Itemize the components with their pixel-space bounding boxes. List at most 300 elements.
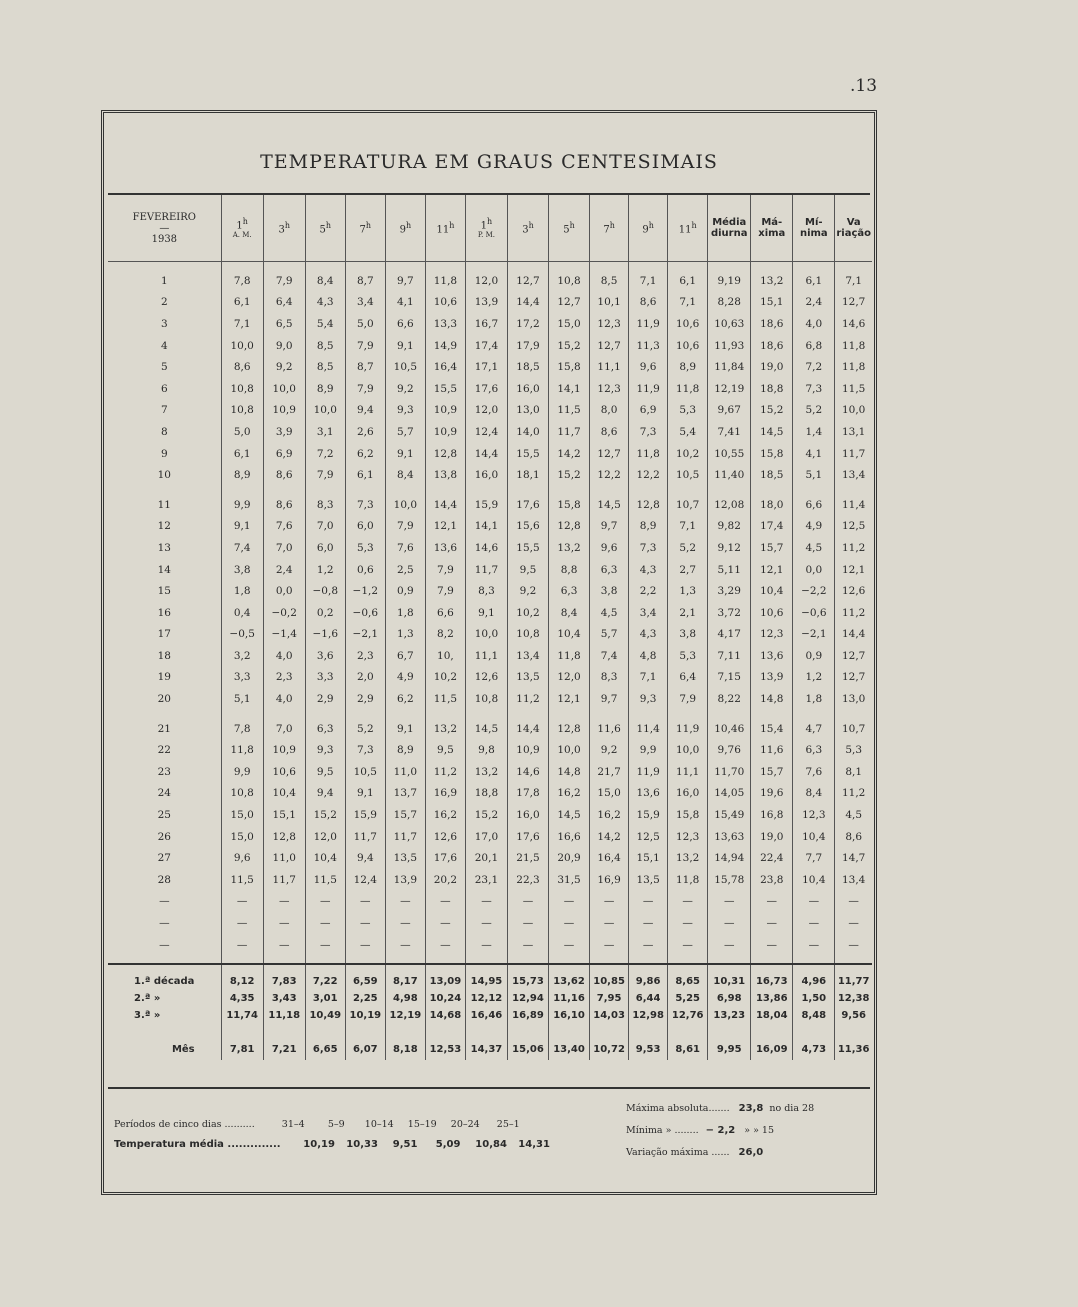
hour-suffix: h	[284, 220, 290, 230]
cell-value: −2,1	[345, 624, 385, 646]
cell-value: 11,93	[708, 335, 751, 357]
cell-value: 7,3	[345, 494, 385, 516]
row-label: 23	[157, 765, 171, 778]
cell-value: 10,9	[425, 421, 465, 443]
cell-value: 11,8	[425, 270, 465, 292]
cell-value: 11,7	[263, 869, 305, 891]
cell-value: 12,8	[549, 516, 590, 538]
spacer-cell	[465, 1024, 507, 1038]
header-hour-4	[345, 195, 385, 262]
cell-value: 7,7	[793, 847, 835, 869]
cell-value: 14,7	[835, 847, 872, 869]
cell-value: 15,7	[751, 761, 793, 783]
cell-value: 11,6	[751, 739, 793, 761]
cell-value: 14,6	[835, 313, 872, 335]
cell-value: 13,3	[425, 313, 465, 335]
hour-suffix: h	[528, 220, 534, 230]
cell-value: 5,3	[668, 400, 708, 422]
spacer-cell	[263, 262, 305, 271]
period-temperature: 5,09	[435, 1139, 461, 1150]
spacer-cell	[465, 486, 507, 494]
cell-value: —	[793, 934, 835, 956]
cell-value: 16,9	[425, 783, 465, 805]
cell-value: −2,1	[793, 624, 835, 646]
cell-value: 8,9	[221, 464, 263, 486]
cell-value: 11,84	[708, 356, 751, 378]
cell-value: —	[549, 891, 590, 913]
cell-value: 11,9	[629, 378, 668, 400]
spacer-cell	[425, 955, 465, 964]
cell-value: 18,8	[465, 783, 507, 805]
cell-value: —	[385, 912, 425, 934]
cell-value: 9,1	[465, 602, 507, 624]
hour-number: 1	[480, 220, 488, 232]
cell-value: 4,9	[793, 516, 835, 538]
cell-value: 9,6	[221, 847, 263, 869]
cell-value: 15,9	[345, 804, 385, 826]
spacer-cell	[507, 1024, 548, 1038]
cell-value: 15,49	[708, 804, 751, 826]
cell-value: 9,1	[221, 516, 263, 538]
cell-value: 17,6	[465, 378, 507, 400]
cell-value: 10,46	[708, 718, 751, 740]
cell-value: 11,7	[835, 443, 872, 465]
cell-value: 6,65	[305, 1038, 345, 1060]
cell-value: 12,4	[465, 421, 507, 443]
row-label: 11	[157, 498, 171, 511]
spacer-cell	[668, 486, 708, 494]
spacer-cell	[835, 486, 872, 494]
cell-value: 7,9	[425, 559, 465, 581]
hour-number: 9	[642, 224, 649, 236]
cell-value: 6,07	[345, 1038, 385, 1060]
cell-value: 9,4	[305, 783, 345, 805]
table-body	[108, 262, 872, 1061]
period-temperature: 9,51	[392, 1139, 418, 1150]
cell-value: 10,19	[345, 1007, 385, 1024]
spacer-cell	[549, 955, 590, 964]
var-label: Variação máxima ......	[626, 1147, 730, 1158]
cell-value: 14,6	[507, 761, 548, 783]
cell-value: 11,5	[835, 378, 872, 400]
cell-value: 8,1	[835, 761, 872, 783]
hour-number: 5	[319, 224, 326, 236]
cell-value: 8,3	[590, 667, 629, 689]
cell-value: 11,5	[305, 869, 345, 891]
cell-value: 4,1	[385, 292, 425, 314]
spacer-cell	[751, 262, 793, 271]
var-row	[626, 1147, 763, 1158]
cell-value: 2,3	[263, 667, 305, 689]
cell-value: 7,0	[263, 537, 305, 559]
cell-value: 14,94	[708, 847, 751, 869]
cell-value: 11,2	[507, 688, 548, 710]
cell-value: 7,9	[345, 335, 385, 357]
table-row	[108, 718, 872, 740]
cell-value: 17,1	[465, 356, 507, 378]
cell-value: 6,9	[263, 443, 305, 465]
row-label: 14	[157, 563, 171, 576]
cell-value: 14,8	[549, 761, 590, 783]
spacer-cell	[305, 262, 345, 271]
spacer-cell	[108, 710, 221, 718]
cell-value: 8,6	[263, 494, 305, 516]
header-hour-5	[385, 195, 425, 262]
cell-value: 8,4	[305, 270, 345, 292]
cell-value: 4,0	[263, 688, 305, 710]
cell-value: 18,0	[751, 494, 793, 516]
cell-value: −0,2	[263, 602, 305, 624]
spacer-cell	[345, 486, 385, 494]
row-label: —	[159, 895, 170, 908]
cell-value: —	[751, 891, 793, 913]
cell-value: 6,3	[793, 739, 835, 761]
cell-value: 14,2	[590, 826, 629, 848]
cell-value: 9,2	[263, 356, 305, 378]
cell-value: 16,0	[507, 378, 548, 400]
cell-value: 19,0	[751, 826, 793, 848]
spacer-cell	[590, 710, 629, 718]
cell-value: —	[465, 891, 507, 913]
cell-value: 12,0	[465, 270, 507, 292]
header-hour-10	[590, 195, 629, 262]
cell-value: 14,4	[507, 718, 548, 740]
cell-value: 13,4	[507, 645, 548, 667]
cell-value: 11,8	[221, 739, 263, 761]
spacer-cell	[751, 486, 793, 494]
header-month	[108, 195, 221, 262]
cell-value: 10,0	[305, 400, 345, 422]
page-number: .13	[850, 76, 878, 96]
cell-value: 14,5	[590, 494, 629, 516]
cell-value: —	[708, 934, 751, 956]
cell-value: 10,72	[590, 1038, 629, 1060]
table-row	[108, 443, 872, 465]
cell-value: 7,15	[708, 667, 751, 689]
spacer-cell	[221, 1024, 263, 1038]
cell-value: 9,86	[629, 964, 668, 990]
cell-value: 12,1	[549, 688, 590, 710]
row-label: 6	[160, 382, 168, 395]
spacer-cell	[108, 262, 221, 271]
cell-value: —	[590, 891, 629, 913]
cell-value: 9,1	[385, 718, 425, 740]
cell-value: —	[835, 891, 872, 913]
cell-value: 17,4	[751, 516, 793, 538]
cell-value: 15,6	[507, 516, 548, 538]
cell-value: 12,1	[425, 516, 465, 538]
table-row	[108, 559, 872, 581]
cell-value: 15,78	[708, 869, 751, 891]
cell-value: —	[221, 912, 263, 934]
cell-value: 2,0	[345, 667, 385, 689]
cell-value: 8,9	[305, 378, 345, 400]
cell-value: 10,55	[708, 443, 751, 465]
stat-label: diurna	[710, 228, 748, 239]
hour-number: 11	[436, 224, 450, 236]
spacer-cell	[835, 262, 872, 271]
cell-value: 0,9	[793, 645, 835, 667]
cell-value: 12,0	[305, 826, 345, 848]
cell-value: 12,5	[629, 826, 668, 848]
cell-value: 7,0	[305, 516, 345, 538]
cell-value: 12,3	[668, 826, 708, 848]
cell-value: 11,4	[629, 718, 668, 740]
cell-value: 15,2	[465, 804, 507, 826]
cell-value: 11,2	[425, 761, 465, 783]
spacer-cell	[385, 262, 425, 271]
cell-value: 6,2	[345, 443, 385, 465]
cell-value: 12,6	[425, 826, 465, 848]
spacer-cell	[465, 955, 507, 964]
cell-value: 2,4	[263, 559, 305, 581]
cell-value: 12,7	[835, 292, 872, 314]
hour-number: 9	[399, 224, 406, 236]
cell-value: 3,3	[305, 667, 345, 689]
title-box	[108, 117, 870, 195]
cell-value: 11,5	[549, 400, 590, 422]
cell-value: 10,6	[668, 335, 708, 357]
spacer-cell	[708, 710, 751, 718]
cell-value: 12,98	[629, 1007, 668, 1024]
cell-value: 12,6	[465, 667, 507, 689]
hour-suffix: h	[648, 220, 654, 230]
cell-value: 15,0	[221, 826, 263, 848]
stat-label: Má-	[761, 217, 783, 228]
spacer-cell	[668, 710, 708, 718]
cell-value: 9,4	[345, 400, 385, 422]
cell-value: 11,2	[835, 602, 872, 624]
cell-value: 10,5	[668, 464, 708, 486]
table-row	[108, 739, 872, 761]
cell-value: 10,8	[549, 270, 590, 292]
header-hour-1	[221, 195, 263, 262]
cell-value: —	[629, 891, 668, 913]
cell-value: 6,6	[793, 494, 835, 516]
cell-value: 16,0	[507, 804, 548, 826]
cell-value: 14,37	[465, 1038, 507, 1060]
cell-value: 10,4	[793, 869, 835, 891]
spacer-cell	[751, 1024, 793, 1038]
cell-value: 7,9	[263, 270, 305, 292]
cell-value: 10,1	[590, 292, 629, 314]
cell-value: 12,0	[465, 400, 507, 422]
min-label: Mínima » ........	[626, 1125, 699, 1136]
cell-value: 11,9	[668, 718, 708, 740]
cell-value: 10,24	[425, 990, 465, 1007]
spacer-cell	[108, 486, 221, 494]
cell-value: 13,40	[549, 1038, 590, 1060]
cell-value: —	[751, 934, 793, 956]
row-label: —	[159, 917, 170, 930]
cell-value: 10,0	[385, 494, 425, 516]
cell-value: 11,7	[345, 826, 385, 848]
cell-value: 13,5	[507, 667, 548, 689]
max-label: Máxima absoluta.......	[626, 1103, 730, 1114]
period-range: 25–1	[496, 1119, 520, 1130]
spacer-cell	[305, 1024, 345, 1038]
cell-value: 14,0	[507, 421, 548, 443]
cell-value: 13,9	[751, 667, 793, 689]
spacer-cell	[507, 262, 548, 271]
cell-value: 0,6	[345, 559, 385, 581]
cell-value: 12,7	[507, 270, 548, 292]
hour-number: 7	[359, 224, 366, 236]
cell-value: 9,0	[263, 335, 305, 357]
cell-value: —	[507, 912, 548, 934]
cell-value: 7,83	[263, 964, 305, 990]
hour-suffix: h	[487, 216, 493, 226]
cell-value: 13,5	[385, 847, 425, 869]
cell-value: 17,8	[507, 783, 548, 805]
cell-value: −1,4	[263, 624, 305, 646]
cell-value: 10,8	[221, 783, 263, 805]
month-row	[108, 1038, 872, 1060]
temps-list	[298, 1139, 556, 1150]
cell-value: 7,9	[305, 464, 345, 486]
cell-value: 5,0	[345, 313, 385, 335]
cell-value: 9,19	[708, 270, 751, 292]
cell-value: 8,5	[305, 356, 345, 378]
cell-value: 11,16	[549, 990, 590, 1007]
table-row	[108, 688, 872, 710]
cell-value: 2,3	[345, 645, 385, 667]
cell-value: 7,3	[793, 378, 835, 400]
spacer-cell	[590, 955, 629, 964]
cell-value: —	[263, 934, 305, 956]
cell-value: 14,4	[465, 443, 507, 465]
cell-value: 4,0	[263, 645, 305, 667]
hour-suffix: h	[242, 216, 248, 226]
cell-value: 8,9	[668, 356, 708, 378]
row-label: 1	[160, 274, 168, 287]
cell-value: −0,6	[345, 602, 385, 624]
cell-value: 6,4	[668, 667, 708, 689]
cell-value: 0,4	[221, 602, 263, 624]
header-stat-1	[708, 195, 751, 262]
table-row	[108, 891, 872, 913]
row-label: 2.ª »	[134, 993, 161, 1005]
cell-value: 12,0	[549, 667, 590, 689]
cell-value: 8,0	[590, 400, 629, 422]
cell-value: 9,3	[629, 688, 668, 710]
cell-value: 10,2	[425, 667, 465, 689]
cell-value: 3,8	[590, 580, 629, 602]
cell-value: 10,0	[465, 624, 507, 646]
cell-value: 9,6	[629, 356, 668, 378]
cell-value: 4,96	[793, 964, 835, 990]
hour-number: 7	[603, 224, 610, 236]
cell-value: 5,4	[305, 313, 345, 335]
period-range: 31–4	[281, 1119, 305, 1130]
cell-value: 16,2	[425, 804, 465, 826]
spacer-cell	[629, 1024, 668, 1038]
spacer-cell	[793, 955, 835, 964]
cell-value: 9,2	[590, 739, 629, 761]
cell-value: 12,19	[708, 378, 751, 400]
cell-value: 9,9	[221, 494, 263, 516]
hour-suffix: h	[449, 220, 455, 230]
cell-value: 6,1	[345, 464, 385, 486]
spacer-cell	[751, 710, 793, 718]
cell-value: 10,7	[835, 718, 872, 740]
spacer-cell	[465, 262, 507, 271]
spacer-cell	[108, 955, 221, 964]
cell-value: 13,5	[629, 869, 668, 891]
cell-value: 14,1	[465, 516, 507, 538]
cell-value: 11,74	[221, 1007, 263, 1024]
cell-value: 1,8	[793, 688, 835, 710]
spacer-cell	[629, 955, 668, 964]
cell-value: 3,2	[221, 645, 263, 667]
cell-value: 10,0	[549, 739, 590, 761]
cell-value: 4,73	[793, 1038, 835, 1060]
header-stat-4	[835, 195, 872, 262]
cell-value: 12,08	[708, 494, 751, 516]
cell-value: —	[835, 912, 872, 934]
row-label: 17	[157, 628, 171, 641]
spacer-cell	[507, 710, 548, 718]
cell-value: 17,2	[507, 313, 548, 335]
cell-value: 14,68	[425, 1007, 465, 1024]
cell-value: —	[835, 934, 872, 956]
cell-value: 19,0	[751, 356, 793, 378]
row-label: 28	[157, 873, 171, 886]
cell-value: 10,	[425, 645, 465, 667]
month-label: FEVEREIRO	[132, 211, 196, 223]
cell-value: —	[263, 891, 305, 913]
stat-label: xima	[758, 228, 786, 239]
cell-value: 11,0	[263, 847, 305, 869]
cell-value: 10,2	[507, 602, 548, 624]
cell-value: —	[793, 912, 835, 934]
cell-value: 1,8	[385, 602, 425, 624]
cell-value: —	[465, 912, 507, 934]
cell-value: 7,6	[793, 761, 835, 783]
table-row	[108, 421, 872, 443]
cell-value: 6,9	[629, 400, 668, 422]
row-label: 4	[160, 339, 168, 352]
cell-value: 17,0	[465, 826, 507, 848]
cell-value: 12,8	[629, 494, 668, 516]
row-label: 21	[157, 722, 171, 735]
cell-value: 13,86	[751, 990, 793, 1007]
spacer-cell	[668, 262, 708, 271]
cell-value: 6,7	[385, 645, 425, 667]
header-hour-12	[668, 195, 708, 262]
cell-value: 15,1	[263, 804, 305, 826]
header-hour-8	[507, 195, 548, 262]
cell-value: 10,8	[507, 624, 548, 646]
summary-row	[108, 1007, 872, 1024]
cell-value: —	[305, 934, 345, 956]
cell-value: 10,4	[305, 847, 345, 869]
table-row	[108, 667, 872, 689]
header-hour-2	[263, 195, 305, 262]
cell-value: 16,73	[751, 964, 793, 990]
cell-value: 31,5	[549, 869, 590, 891]
table-row	[108, 934, 872, 956]
cell-value: 4,3	[629, 559, 668, 581]
cell-value: 7,1	[668, 292, 708, 314]
cell-value: 14,8	[751, 688, 793, 710]
cell-value: 5,1	[221, 688, 263, 710]
cell-value: −1,2	[345, 580, 385, 602]
row-label: 9	[160, 447, 168, 460]
spacer-cell	[793, 1024, 835, 1038]
cell-value: 16,7	[465, 313, 507, 335]
cell-value: 7,9	[425, 580, 465, 602]
